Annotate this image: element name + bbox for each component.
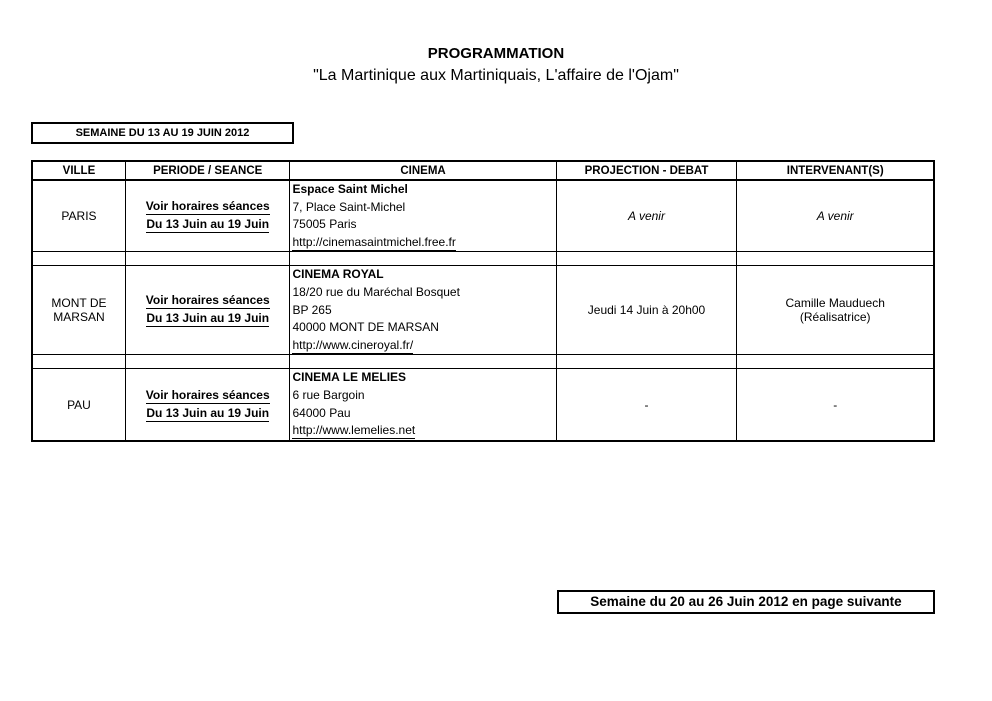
- ville-line: MONT DE: [51, 296, 107, 311]
- projection-cell: -: [556, 369, 737, 441]
- cinema-address-line: 40000 MONT DE MARSAN: [292, 320, 439, 335]
- table-header-row: [32, 161, 934, 180]
- horaires-link[interactable]: Voir horaires séances: [145, 199, 270, 214]
- period-dates-link[interactable]: Du 13 Juin au 19 Juin: [146, 311, 270, 326]
- ville-line: MARSAN: [53, 310, 105, 325]
- table-row: [32, 266, 934, 355]
- ville-cell: PAU: [32, 369, 125, 441]
- header-cinema: CINEMA: [290, 161, 556, 180]
- periode-cell: [125, 369, 290, 441]
- page-subtitle: "La Martinique aux Martiniquais, L'affaire de l'Ojam": [313, 67, 679, 84]
- table-row: [32, 180, 934, 252]
- header-ville: VILLE: [32, 161, 125, 180]
- projection-cell: A venir: [556, 180, 737, 252]
- ville-cell: [32, 266, 125, 355]
- cinema-address-line: BP 265: [292, 302, 332, 317]
- header-periode: PERIODE / SEANCE: [125, 161, 290, 180]
- periode-cell: [125, 180, 290, 252]
- header-projection: PROJECTION - DEBAT: [556, 161, 737, 180]
- period-dates-link[interactable]: Du 13 Juin au 19 Juin: [146, 217, 270, 232]
- table-row: [32, 369, 934, 441]
- cinema-cell: [290, 266, 556, 355]
- intervenant-cell: [737, 266, 934, 355]
- period-dates-link[interactable]: Du 13 Juin au 19 Juin: [146, 405, 270, 420]
- cinema-url-link[interactable]: http://www.lemelies.net: [292, 423, 416, 438]
- spacer-row: [32, 355, 934, 369]
- ville-cell: PARIS: [32, 180, 125, 252]
- intervenant-cell: A venir: [737, 180, 934, 252]
- cinema-address-line: 7, Place Saint-Michel: [292, 199, 406, 214]
- cinema-address-line: 64000 Pau: [292, 405, 351, 420]
- intervenant-role: (Réalisatrice): [799, 310, 871, 325]
- cinema-name: CINEMA ROYAL: [292, 267, 384, 282]
- cinema-cell: [290, 369, 556, 441]
- cinema-address-line: 6 rue Bargoin: [292, 387, 365, 402]
- next-week-note: Semaine du 20 au 26 Juin 2012 en page suivante: [557, 590, 935, 614]
- horaires-link[interactable]: Voir horaires séances: [145, 293, 270, 308]
- projection-cell: Jeudi 14 Juin à 20h00: [556, 266, 737, 355]
- cinema-name: CINEMA LE MELIES: [292, 370, 407, 385]
- intervenant-cell: -: [737, 369, 934, 441]
- intervenant-name: Camille Mauduech: [785, 296, 885, 311]
- programme-table: [31, 160, 935, 442]
- spacer-row: [32, 252, 934, 266]
- cinema-address-line: 18/20 rue du Maréchal Bosquet: [292, 284, 460, 299]
- page-title: PROGRAMMATION: [427, 45, 565, 62]
- cinema-name: Espace Saint Michel: [292, 182, 408, 196]
- week-label-box: SEMAINE DU 13 AU 19 JUIN 2012: [31, 122, 294, 144]
- header-intervenants: INTERVENANT(S): [737, 161, 934, 180]
- horaires-link[interactable]: Voir horaires séances: [145, 387, 270, 402]
- cinema-url-link[interactable]: http://www.cineroyal.fr/: [292, 337, 414, 352]
- cinema-cell: [290, 180, 556, 252]
- cinema-address-line: 75005 Paris: [292, 217, 357, 232]
- periode-cell: [125, 266, 290, 355]
- cinema-url-link[interactable]: http://cinemasaintmichel.free.fr: [292, 234, 456, 249]
